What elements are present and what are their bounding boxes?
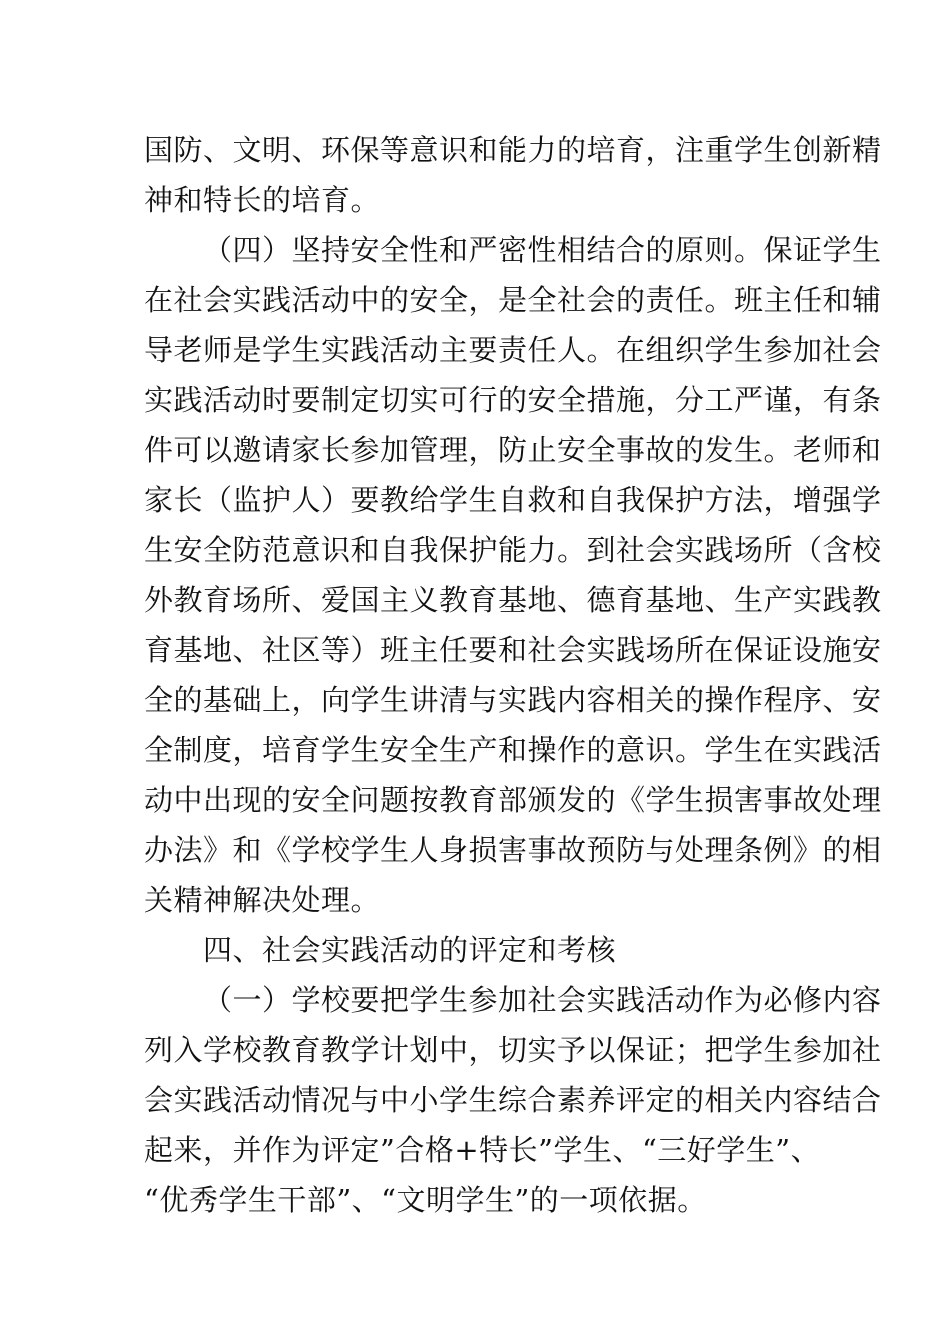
paragraph-line: 全的基础上，向学生讲清与实践内容相关的操作程序、安	[144, 683, 882, 717]
section-heading: 四、社会实践活动的评定和考核	[203, 933, 617, 967]
paragraph-line: 实践活动时要制定切实可行的安全措施，分工严谨，有条	[144, 383, 882, 417]
paragraph-line: 在社会实践活动中的安全，是全社会的责任。班主任和辅	[144, 283, 882, 317]
paragraph-line: 全制度，培育学生安全生产和操作的意识。学生在实践活	[144, 733, 882, 767]
paragraph-line: （一）学校要把学生参加社会实践活动作为必修内容	[203, 983, 882, 1017]
paragraph-line: 件可以邀请家长参加管理，防止安全事故的发生。老师和	[144, 433, 882, 467]
paragraph-line: 动中出现的安全问题按教育部颁发的《学生损害事故处理	[144, 783, 882, 817]
paragraph-line: 导老师是学生实践活动主要责任人。在组织学生参加社会	[144, 333, 882, 367]
paragraph-line: 神和特长的培育。	[144, 183, 381, 217]
paragraph-line: 外教育场所、爱国主义教育基地、德育基地、生产实践教	[144, 583, 882, 617]
paragraph-line: 办法》和《学校学生人身损害事故预防与处理条例》的相	[144, 833, 882, 867]
paragraph-line: 列入学校教育教学计划中，切实予以保证；把学生参加社	[144, 1033, 882, 1067]
paragraph-line: 家长（监护人）要教给学生自救和自我保护方法，增强学	[144, 483, 882, 517]
paragraph-line: 育基地、社区等）班主任要和社会实践场所在保证设施安	[144, 633, 882, 667]
paragraph-line: （四）坚持安全性和严密性相结合的原则。保证学生	[203, 233, 882, 267]
paragraph-line: 起来，并作为评定”合格+特长”学生、“三好学生”、	[144, 1133, 821, 1167]
paragraph-line: 国防、文明、环保等意识和能力的培育，注重学生创新精	[144, 133, 882, 167]
paragraph-line: 生安全防范意识和自我保护能力。到社会实践场所（含校	[144, 533, 882, 567]
paragraph-line: 会实践活动情况与中小学生综合素养评定的相关内容结合	[144, 1083, 882, 1117]
paragraph-line: 关精神解决处理。	[144, 883, 381, 917]
paragraph-line: “优秀学生干部”、“文明学生”的一项依据。	[144, 1183, 707, 1217]
